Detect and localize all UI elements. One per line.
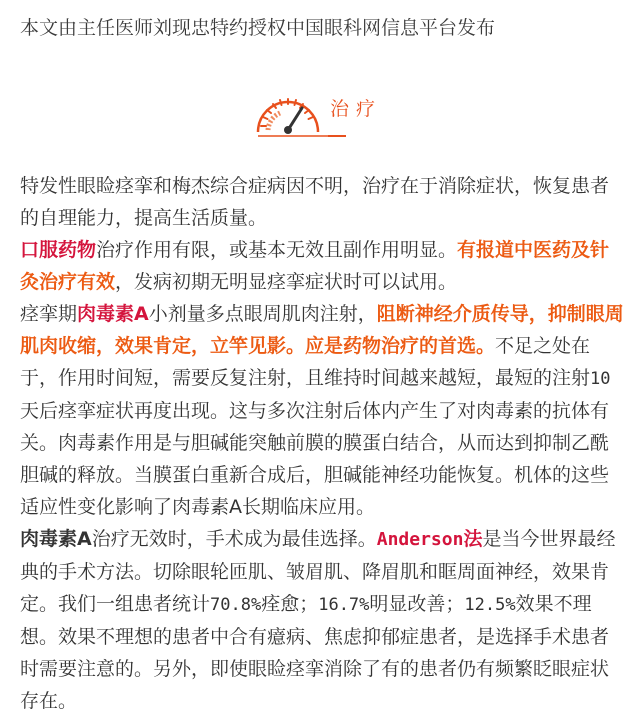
- text-run: 明显改善；: [369, 593, 465, 615]
- text-run: 天后痉挛症状再度出现。这与多次注射后体内产生了对肉毒素的抗体有关。肉毒素作用是与胆碱能突触前膜的膜蛋白结合，从而达到抑制乙酰胆碱的释放。当膜蛋白重新合成后，胆碱能神经功能恢复。机体的这些适应性变化影响了肉毒素: [20, 400, 610, 518]
- heading-underline: [328, 135, 346, 137]
- text-run: 痊愈；: [261, 593, 319, 615]
- text-run: 是当今世界最经典的手术方法。切除眼轮匝肌、皱眉肌、降眉肌和眶周面神经，效果肯定。我们一组患者统计: [20, 528, 616, 615]
- byline: 本文由主任医师刘现忠特约授权中国眼科网信息平台发布: [20, 17, 496, 39]
- text-run: 特发性眼睑痉挛和梅杰综合症病因不明，治疗在于消除症状，恢复患者的自理能力，提高生活质量。: [20, 175, 610, 229]
- section-title: 治疗: [330, 98, 383, 120]
- text-run: ，发病初期无明显痉挛症状时可以试用。: [115, 271, 458, 293]
- highlight-first-choice: 阻断神经介质传导，抑制眼周肌肉收缩，效果肯定，立竿见影。应是药物治疗的首选。: [20, 303, 624, 357]
- text-number: 16.7%: [318, 595, 370, 615]
- text-run: 小剂量多点眼周肌肉注射，: [148, 303, 377, 325]
- highlight-oral-medication: 口服药物: [20, 239, 97, 261]
- text-run: 治疗作用有限，或基本无效且副作用明显。: [96, 239, 458, 261]
- highlight-anderson-method: 法: [463, 528, 483, 550]
- highlight-tcm-acupuncture: 有报道中医药及针灸治疗有效: [20, 239, 610, 293]
- text-number: 12.5%: [464, 595, 516, 615]
- bold-botulinum-a: 肉毒素A: [20, 528, 92, 550]
- article-body: [20, 170, 624, 717]
- section-heading: [248, 86, 398, 140]
- text-run: 效果不理想。效果不理想的患者中合有癔病、焦虑抑郁症患者，是选择手术患者时需要注意的。另外，即使眼睑痉挛消除了有的患者仍有频繁眨眼症状存在。: [20, 593, 610, 712]
- paragraph-surgery: [20, 523, 624, 717]
- paragraph-intro: [20, 170, 624, 234]
- text-run: 治疗无效时，手术成为最佳选择。: [91, 528, 377, 550]
- text-run: 痉挛期: [20, 303, 78, 325]
- paragraph-oral-medication: [20, 234, 624, 298]
- text-number: 70.8%: [210, 595, 262, 615]
- highlight-botulinum-a: 肉毒素A: [77, 303, 149, 325]
- speedometer-icon: [248, 86, 328, 140]
- highlight-anderson: Anderson: [376, 529, 464, 550]
- text-number: 10: [590, 369, 611, 389]
- text-run: 不足之处在于，作用时间短，需要反复注射，且维持时间越来越短，最短的注射: [20, 335, 591, 389]
- paragraph-botulinum: [20, 298, 624, 523]
- text-run: A: [229, 496, 243, 518]
- text-run: 长期临床应用。: [242, 496, 376, 518]
